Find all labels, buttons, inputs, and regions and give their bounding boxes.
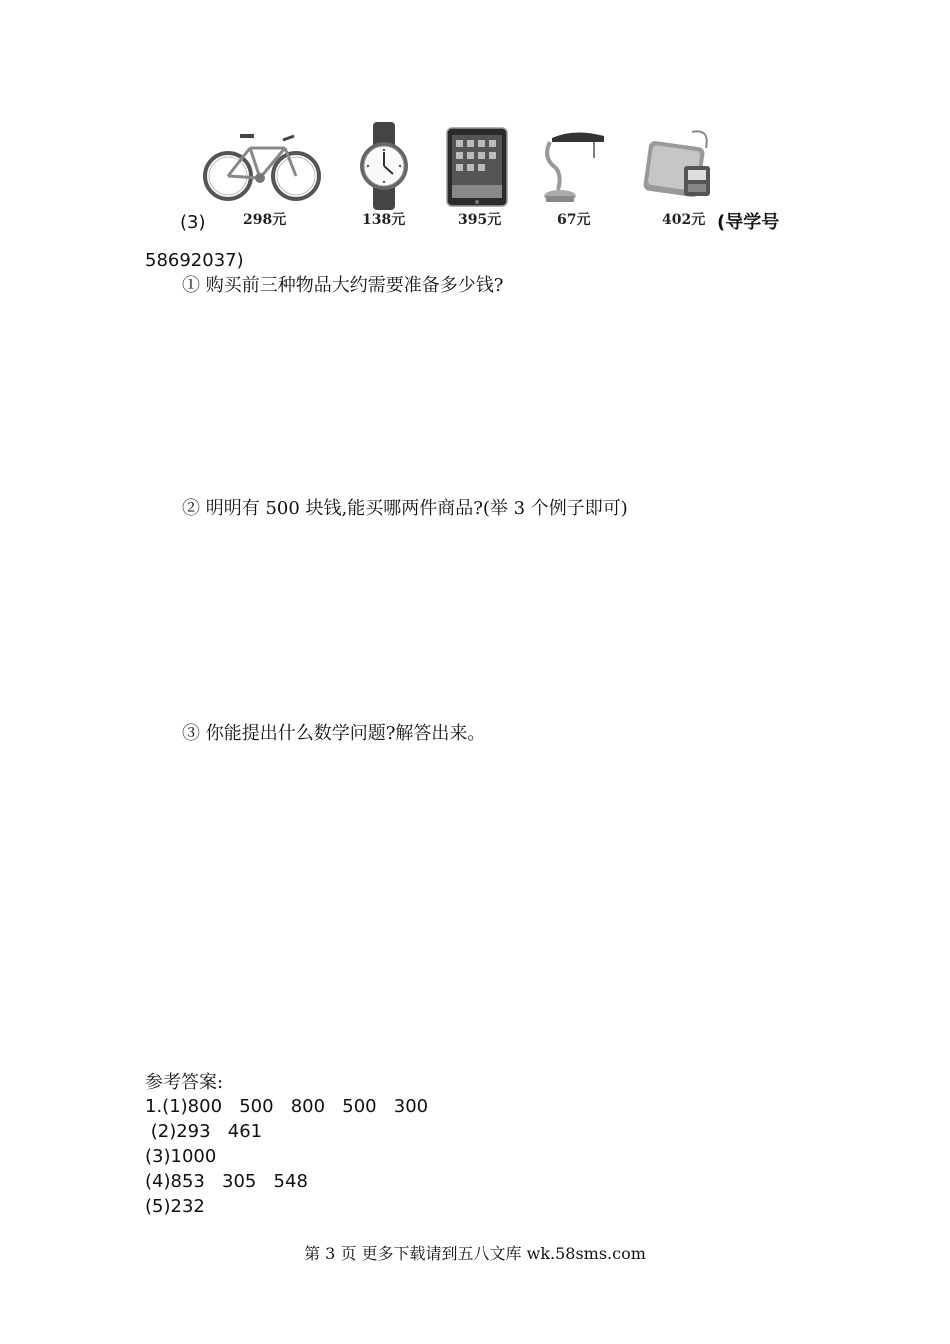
sub-question-1: ① 购买前三种物品大约需要准备多少钱? <box>182 275 504 296</box>
watch-icon <box>355 122 413 210</box>
answer-line: (5)232 <box>145 1196 205 1217</box>
question-ref-cont: 58692037) <box>145 250 244 271</box>
price-label: 138元 <box>362 212 406 228</box>
answer-line: (3)1000 <box>145 1146 217 1167</box>
answers-title: 参考答案: <box>145 1072 224 1093</box>
tablet-icon <box>446 127 508 207</box>
answer-line: 1.(1)800 500 800 500 300 <box>145 1096 429 1117</box>
question-number: (3) <box>180 212 206 233</box>
price-label: 395元 <box>458 212 502 228</box>
question-ref: (导学号 <box>717 212 780 233</box>
price-label: 298元 <box>243 212 287 228</box>
page-footer: 第 3 页 更多下载请到五八文库 wk.58sms.com <box>304 1244 646 1263</box>
answer-line: (4)853 305 548 <box>145 1171 308 1192</box>
bicycle-icon <box>200 128 324 204</box>
dictionary-device-icon <box>640 128 716 204</box>
desk-lamp-icon <box>540 128 606 206</box>
answers-list <box>145 1094 428 1219</box>
price-label: 402元 <box>662 212 706 228</box>
answer-line: (2)293 461 <box>145 1121 263 1142</box>
price-label: 67元 <box>557 212 591 228</box>
sub-question-3: ③ 你能提出什么数学问题?解答出来。 <box>182 723 486 744</box>
sub-question-2: ② 明明有 500 块钱,能买哪两件商品?(举 3 个例子即可) <box>182 498 628 519</box>
